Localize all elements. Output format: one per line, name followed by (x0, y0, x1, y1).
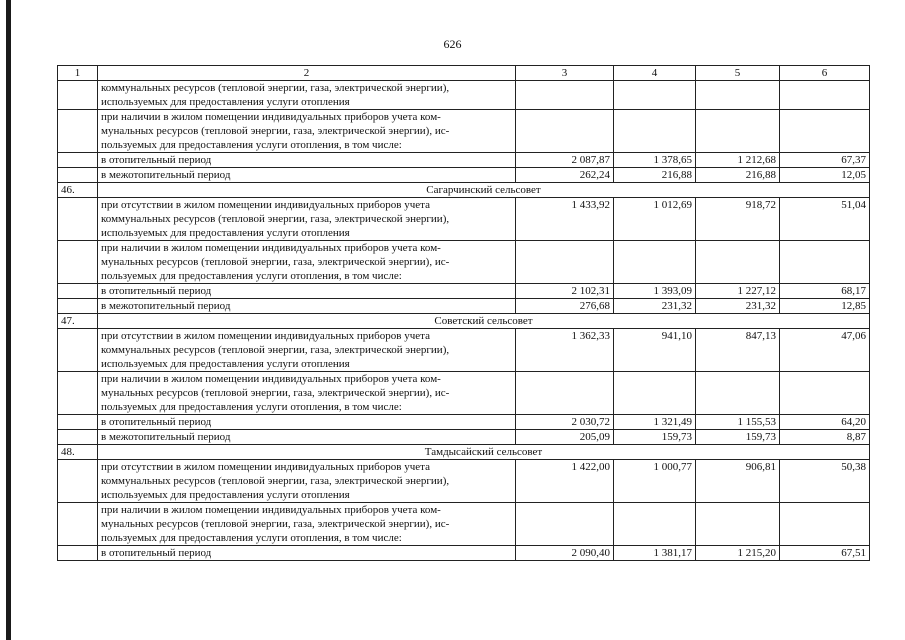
value-cell (780, 372, 870, 415)
section-title: Сагарчинский сельсовет (98, 183, 870, 198)
value-cell (780, 503, 870, 546)
table-row (58, 284, 870, 299)
value-cell (516, 81, 614, 110)
row-number-cell (58, 284, 98, 299)
value-cell: 918,72 (696, 198, 780, 241)
row-number-cell (58, 299, 98, 314)
column-header: 1 (58, 66, 98, 81)
value-cell (696, 372, 780, 415)
value-cell: 2 090,40 (516, 546, 614, 561)
row-description: при отсутствии в жилом помещении индивидуальных приборов учета коммунальных ресурсов (тепловой энергии, газа, электрической энергии), используемых для предоставления услуги отопления (98, 198, 516, 241)
value-cell: 2 102,31 (516, 284, 614, 299)
section-row (58, 445, 870, 460)
table-row (58, 430, 870, 445)
value-cell: 941,10 (614, 329, 696, 372)
row-number-cell (58, 198, 98, 241)
value-cell: 1 422,00 (516, 460, 614, 503)
value-cell (696, 241, 780, 284)
page-number: 626 (443, 37, 462, 51)
row-description: коммунальных ресурсов (тепловой энергии, газа, электрической энергии), используемых для предоставления услуги отопления (98, 81, 516, 110)
value-cell: 67,37 (780, 153, 870, 168)
section-row (58, 183, 870, 198)
value-cell (780, 110, 870, 153)
row-description: в отопительный период (98, 153, 516, 168)
value-cell: 1 227,12 (696, 284, 780, 299)
value-cell: 906,81 (696, 460, 780, 503)
table-row (58, 460, 870, 503)
table-row (58, 415, 870, 430)
value-cell: 847,13 (696, 329, 780, 372)
value-cell (780, 81, 870, 110)
value-cell: 2 030,72 (516, 415, 614, 430)
value-cell: 1 012,69 (614, 198, 696, 241)
value-cell: 1 215,20 (696, 546, 780, 561)
row-description: в межотопительный период (98, 430, 516, 445)
value-cell (614, 81, 696, 110)
section-title: Тамдысайский сельсовет (98, 445, 870, 460)
value-cell: 2 087,87 (516, 153, 614, 168)
table-row (58, 372, 870, 415)
value-cell: 68,17 (780, 284, 870, 299)
value-cell (614, 241, 696, 284)
section-number: 48. (58, 445, 98, 460)
row-number-cell (58, 372, 98, 415)
row-number-cell (58, 168, 98, 183)
value-cell (516, 372, 614, 415)
column-header: 4 (614, 66, 696, 81)
value-cell (614, 372, 696, 415)
value-cell: 216,88 (696, 168, 780, 183)
value-cell: 1 393,09 (614, 284, 696, 299)
table-row (58, 503, 870, 546)
row-description: в отопительный период (98, 415, 516, 430)
table-row (58, 329, 870, 372)
value-cell: 1 000,77 (614, 460, 696, 503)
row-description: в межотопительный период (98, 299, 516, 314)
row-number-cell (58, 460, 98, 503)
value-cell: 1 378,65 (614, 153, 696, 168)
section-number: 47. (58, 314, 98, 329)
value-cell: 8,87 (780, 430, 870, 445)
row-number-cell (58, 546, 98, 561)
tariff-table (57, 65, 870, 561)
row-number-cell (58, 329, 98, 372)
table-row (58, 299, 870, 314)
value-cell: 262,24 (516, 168, 614, 183)
row-number-cell (58, 430, 98, 445)
column-header: 3 (516, 66, 614, 81)
row-number-cell (58, 415, 98, 430)
column-header: 6 (780, 66, 870, 81)
value-cell: 1 212,68 (696, 153, 780, 168)
table-row (58, 153, 870, 168)
value-cell: 159,73 (614, 430, 696, 445)
table-body (58, 81, 870, 561)
row-number-cell (58, 110, 98, 153)
row-description: в отопительный период (98, 546, 516, 561)
value-cell (780, 241, 870, 284)
value-cell (516, 241, 614, 284)
table-row (58, 241, 870, 284)
value-cell: 1 433,92 (516, 198, 614, 241)
row-description: при наличии в жилом помещении индивидуальных приборов учета ком- мунальных ресурсов (тепловой энергии, газа, электрической энергии), ис- пользуемых для предоставления услуги отопления, в том числе: (98, 503, 516, 546)
value-cell: 47,06 (780, 329, 870, 372)
value-cell (614, 503, 696, 546)
row-number-cell (58, 81, 98, 110)
value-cell: 64,20 (780, 415, 870, 430)
value-cell (516, 503, 614, 546)
section-row (58, 314, 870, 329)
value-cell: 231,32 (696, 299, 780, 314)
value-cell: 205,09 (516, 430, 614, 445)
value-cell: 51,04 (780, 198, 870, 241)
row-description: в межотопительный период (98, 168, 516, 183)
table-header-row (58, 66, 870, 81)
value-cell: 67,51 (780, 546, 870, 561)
row-description: при отсутствии в жилом помещении индивидуальных приборов учета коммунальных ресурсов (тепловой энергии, газа, электрической энергии), используемых для предоставления услуги отопления (98, 460, 516, 503)
table-row (58, 198, 870, 241)
row-description: при отсутствии в жилом помещении индивидуальных приборов учета коммунальных ресурсов (тепловой энергии, газа, электрической энергии), используемых для предоставления услуги отопления (98, 329, 516, 372)
value-cell (614, 110, 696, 153)
value-cell (696, 503, 780, 546)
row-number-cell (58, 241, 98, 284)
value-cell (696, 81, 780, 110)
value-cell: 12,05 (780, 168, 870, 183)
row-description: при наличии в жилом помещении индивидуальных приборов учета ком- мунальных ресурсов (тепловой энергии, газа, электрической энергии), ис- пользуемых для предоставления услуги отопления, в том числе: (98, 110, 516, 153)
table-row (58, 168, 870, 183)
value-cell: 12,85 (780, 299, 870, 314)
scan-edge-bar (6, 0, 11, 640)
table-row (58, 110, 870, 153)
row-number-cell (58, 153, 98, 168)
value-cell: 159,73 (696, 430, 780, 445)
value-cell: 1 155,53 (696, 415, 780, 430)
value-cell: 50,38 (780, 460, 870, 503)
section-title: Советский сельсовет (98, 314, 870, 329)
value-cell: 216,88 (614, 168, 696, 183)
row-number-cell (58, 503, 98, 546)
value-cell: 1 362,33 (516, 329, 614, 372)
column-header: 5 (696, 66, 780, 81)
value-cell: 276,68 (516, 299, 614, 314)
row-description: при наличии в жилом помещении индивидуальных приборов учета ком- мунальных ресурсов (тепловой энергии, газа, электрической энергии), ис- пользуемых для предоставления услуги отопления, в том числе: (98, 241, 516, 284)
section-number: 46. (58, 183, 98, 198)
value-cell (516, 110, 614, 153)
table-row (58, 546, 870, 561)
row-description: в отопительный период (98, 284, 516, 299)
row-description: при наличии в жилом помещении индивидуальных приборов учета ком- мунальных ресурсов (тепловой энергии, газа, электрической энергии), ис- пользуемых для предоставления услуги отопления, в том числе: (98, 372, 516, 415)
column-header: 2 (98, 66, 516, 81)
table-row (58, 81, 870, 110)
value-cell: 1 321,49 (614, 415, 696, 430)
value-cell: 231,32 (614, 299, 696, 314)
value-cell (696, 110, 780, 153)
value-cell: 1 381,17 (614, 546, 696, 561)
